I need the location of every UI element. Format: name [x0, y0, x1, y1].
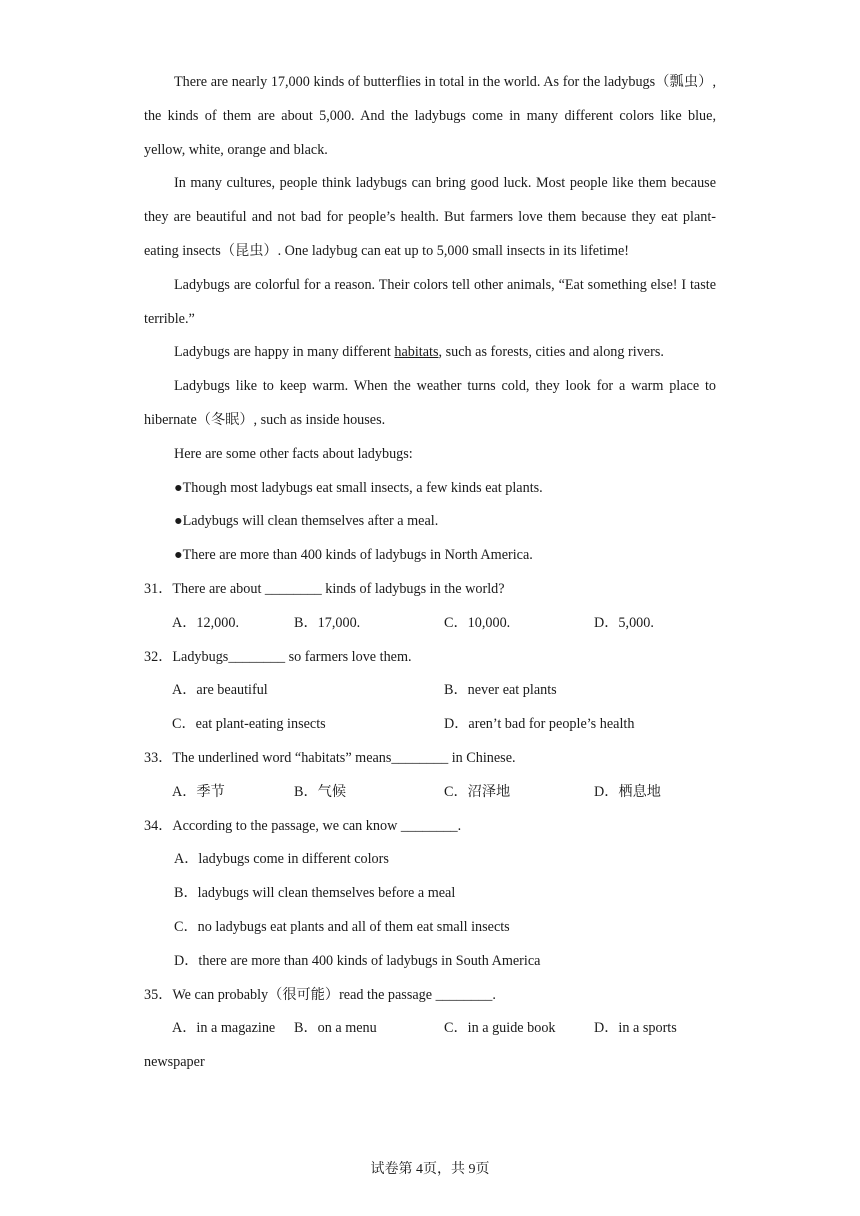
page-footer: 试卷第 4页，共 9页 [370, 1162, 490, 1177]
question-35-stem: 35．We can probably（很可能）read the passage ________. [144, 986, 496, 1003]
q34-option-d: D．there are more than 400 kinds of ladybugs in South America [174, 952, 541, 969]
q34-option-c: C．no ladybugs eat plants and all of them eat small insects [174, 918, 510, 935]
q32-option-c: C．eat plant-eating insects [172, 716, 326, 733]
passage-paragraph-3: Ladybugs are colorful for a reason. Their colors tell other animals, “Eat something else! I taste terrible.” [144, 276, 716, 327]
q31-option-c: C．10,000. [444, 614, 511, 631]
question-33-options [144, 776, 716, 810]
fact-item: ●There are more than 400 kinds of ladybugs in North America. [174, 547, 533, 564]
question-35-options [144, 1012, 716, 1046]
question-34-stem: 34．According to the passage, we can know ________. [144, 817, 462, 834]
q31-option-a: A．12,000. [172, 614, 239, 631]
q34-option-b: B．ladybugs will clean themselves before a meal [174, 885, 456, 902]
q35-option-d-continuation: newspaper [144, 1054, 205, 1071]
underlined-word-habitats: habitats [394, 344, 439, 361]
q33-option-c: C．沼泽地 [444, 783, 511, 800]
question-32-stem: 32．Ladybugs________ so farmers love them. [144, 648, 412, 665]
question-32-options-row-1 [144, 674, 716, 708]
exam-page [144, 66, 716, 1080]
passage-paragraph-6: Here are some other facts about ladybugs: [174, 445, 413, 462]
passage-paragraph-2: In many cultures, people think ladybugs can bring good luck. Most people like them because they are beautiful and not bad for people’s health. But farmers love them because they eat plant-eating insects（昆虫）. One ladybug can eat up to 5,000 small insects in its lifetime! [144, 175, 716, 259]
fact-item: ●Though most ladybugs eat small insects, a few kinds eat plants. [174, 479, 543, 496]
q32-option-b: B．never eat plants [444, 682, 557, 699]
question-31-stem: 31．There are about ________ kinds of ladybugs in the world? [144, 580, 505, 597]
passage-paragraph-1: There are nearly 17,000 kinds of butterflies in total in the world. As for the ladybugs（瓢虫）, the kinds of them are about 5,000. And the ladybugs come in many different colors like blue, yellow, white, orange and black. [144, 74, 716, 158]
q35-option-a: A．in a magazine [172, 1020, 276, 1037]
q33-option-b: B．气候 [294, 783, 347, 800]
q35-option-c: C．in a guide book [444, 1020, 556, 1037]
q33-option-d: D．栖息地 [594, 783, 661, 800]
q35-option-d: D．in a sports [594, 1020, 677, 1037]
paragraph-4-text-start: Ladybugs are happy in many different [174, 344, 395, 361]
q33-option-a: A．季节 [172, 783, 225, 800]
q31-option-d: D．5,000. [594, 614, 654, 631]
q35-option-b: B．on a menu [294, 1020, 377, 1037]
paragraph-4-text-end: , such as forests, cities and along rivers. [438, 344, 664, 361]
question-33-stem: 33．The underlined word “habitats” means________ in Chinese. [144, 749, 516, 766]
question-31-options [144, 607, 716, 641]
passage-paragraph-5: Ladybugs like to keep warm. When the weather turns cold, they look for a warm place to hibernate（冬眠）, such as inside houses. [144, 378, 716, 428]
q32-option-d: D．aren’t bad for people’s health [444, 716, 635, 733]
q31-option-b: B．17,000. [294, 614, 361, 631]
q34-option-a: A．ladybugs come in different colors [174, 851, 389, 868]
question-32-options-row-2 [144, 708, 716, 742]
fact-item: ●Ladybugs will clean themselves after a meal. [174, 513, 439, 530]
passage-paragraph-4 [144, 336, 716, 370]
q32-option-a: A．are beautiful [172, 682, 268, 699]
